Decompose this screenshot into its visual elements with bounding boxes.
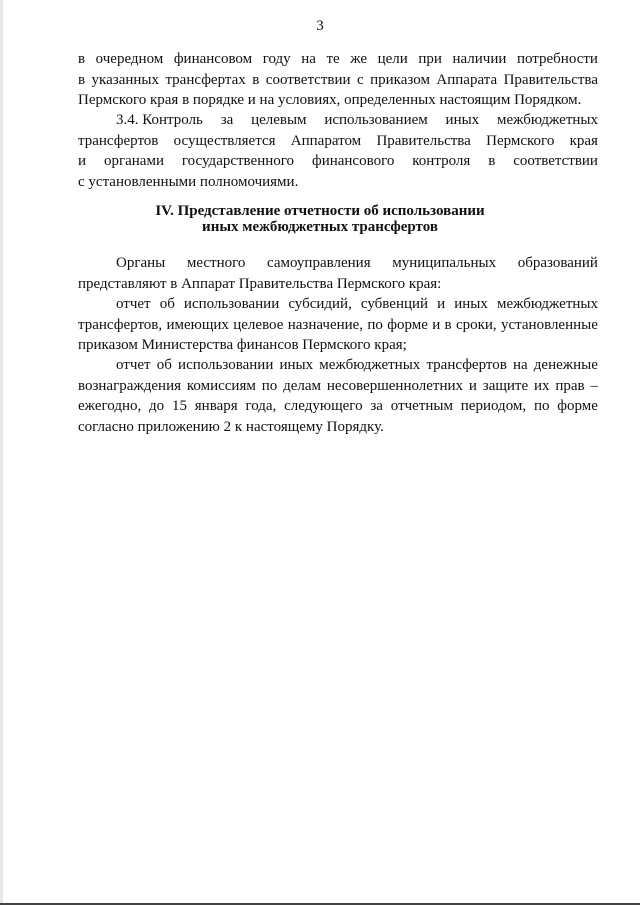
paragraph-line [78, 70, 598, 91]
word: об [156, 357, 172, 373]
section-heading [0, 203, 640, 235]
word: местного [186, 255, 246, 271]
word: имеющих [166, 316, 229, 333]
word: назначение, [287, 316, 364, 333]
word: в [488, 153, 496, 169]
word: межбюджетных [319, 357, 421, 373]
word: по [261, 377, 278, 394]
word: в [444, 316, 452, 333]
word: межбюджетных [496, 296, 598, 312]
paragraph-organs [78, 253, 598, 294]
word: по [367, 316, 383, 333]
paragraph-line [78, 396, 598, 417]
word: вознаграждения [78, 377, 182, 394]
word: – [590, 377, 598, 394]
word: Аппаратом [290, 132, 362, 149]
word: государственного [181, 153, 295, 169]
paragraph-line [78, 355, 598, 376]
word: приказом [370, 71, 430, 88]
word: 15 [171, 398, 187, 414]
word: края [569, 132, 598, 149]
word: отчет [116, 296, 151, 312]
word: в [78, 51, 86, 67]
word: контроля [412, 153, 471, 169]
word: и [432, 316, 441, 333]
paragraph-line [78, 131, 598, 152]
word: Органы [116, 255, 166, 271]
word: по [533, 398, 550, 414]
word: иных [445, 112, 480, 128]
paragraph-line [78, 376, 598, 397]
word: и [78, 153, 87, 169]
word: форме [387, 316, 428, 333]
word: целевое [233, 316, 284, 333]
word: субсидий, [288, 296, 352, 312]
word: очередном [95, 51, 164, 67]
word: иных [454, 296, 488, 312]
paragraph-continuation [78, 49, 598, 111]
word: несовершеннолетних [326, 377, 464, 394]
word: межбюджетных [496, 112, 598, 128]
paragraph-line: с установленными полномочиями. [78, 173, 299, 190]
word: Правительства [503, 71, 598, 88]
word: отчет [116, 357, 151, 373]
word: установленные [500, 316, 598, 333]
word: ежегодно, [78, 398, 142, 414]
word: следующего [284, 398, 363, 414]
word: органами [103, 153, 164, 169]
word: денежные [533, 357, 598, 373]
word: образований [517, 255, 598, 271]
word: трансфертов [78, 132, 159, 149]
word: использовании [183, 296, 280, 312]
word: при [418, 51, 442, 67]
paragraph-line [78, 294, 598, 315]
word: трансфертов, [78, 316, 163, 333]
word: Пермского [486, 132, 555, 149]
word: прав [555, 377, 585, 394]
word: указанных [91, 71, 159, 88]
word: соответствии [513, 153, 598, 169]
word: и [437, 296, 446, 312]
word: года, [245, 398, 277, 414]
word: с [357, 71, 364, 88]
word: 3.4. Контроль [116, 112, 203, 128]
paragraph-line: приказом Министерства финансов Пермского края; [78, 337, 407, 353]
word: году [262, 51, 291, 67]
word: комиссиям [186, 377, 256, 394]
paragraph-report-commissions [78, 355, 598, 437]
word: на [512, 357, 528, 373]
heading-line: иных межбюджетных трансфертов [202, 219, 438, 235]
word: трансфертов [426, 357, 507, 373]
paragraph-3-4 [78, 110, 598, 192]
paragraph-line [78, 315, 598, 336]
word: Аппарата [436, 71, 498, 88]
word: потребности [516, 51, 598, 67]
paragraph-line [78, 110, 598, 131]
word: за [220, 112, 234, 128]
paragraph-line [78, 49, 598, 70]
word: субвенций [360, 296, 429, 312]
word: об [159, 296, 175, 312]
word: соответствии [265, 71, 351, 88]
word: осуществляется [173, 132, 276, 149]
word: их [533, 377, 550, 394]
word: сроки, [455, 316, 497, 333]
word: цели [377, 51, 408, 67]
word: финансовом [173, 51, 253, 67]
word: делам [283, 377, 322, 394]
page-number: 3 [316, 18, 324, 34]
word: целевым [251, 112, 307, 128]
word: периодом, [460, 398, 527, 414]
word: за [370, 398, 383, 414]
word: финансового [311, 153, 395, 169]
heading-line: IV. Представление отчетности об использовании [155, 203, 485, 219]
word: отчетным [390, 398, 453, 414]
paragraph-line [78, 151, 598, 172]
scan-edge [0, 0, 3, 905]
word: защите [482, 377, 529, 394]
word: до [149, 398, 165, 414]
paragraph-line: Пермского края в порядке и на условиях, определенных настоящим Порядком. [78, 92, 582, 108]
word: в [252, 71, 260, 88]
word: Правительства [376, 132, 471, 149]
paragraph-line [78, 253, 598, 274]
word: на [301, 51, 316, 67]
word: форме [557, 398, 598, 414]
word: иных [279, 357, 314, 373]
word: использовании [178, 357, 274, 373]
paragraph-report-subsidies [78, 294, 598, 356]
word: самоуправления [267, 255, 371, 271]
word: использованием [324, 112, 428, 128]
paragraph-line: представляют в Аппарат Правительства Пермского края: [78, 275, 442, 292]
word: наличии [452, 51, 507, 67]
word: трансфертах [165, 71, 246, 88]
word: января [194, 398, 238, 414]
word: и [468, 377, 477, 394]
word: в [78, 71, 86, 88]
word: те [326, 51, 340, 67]
word: же [350, 51, 368, 67]
word: муниципальных [392, 255, 497, 271]
paragraph-line: согласно приложению 2 к настоящему Порядку. [78, 418, 384, 435]
